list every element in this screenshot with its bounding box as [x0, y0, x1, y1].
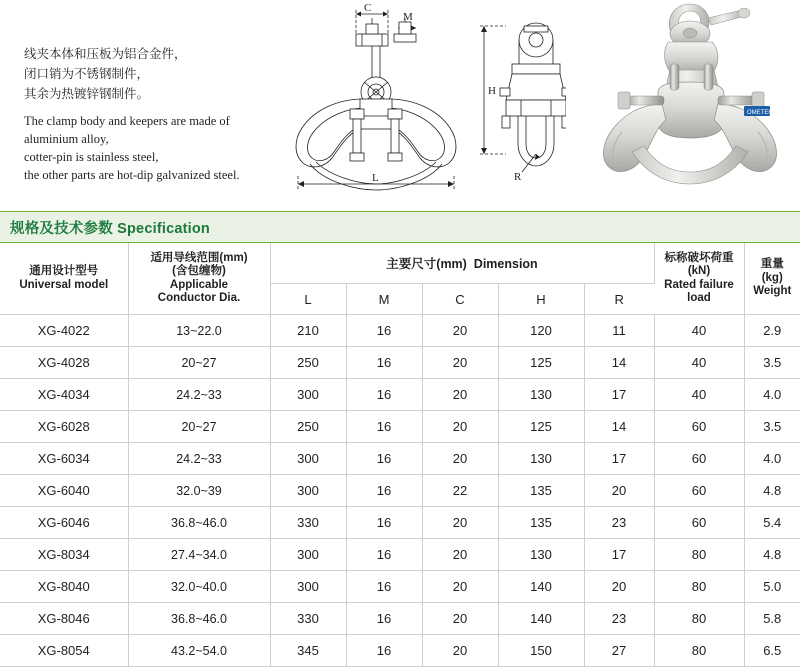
cell-m: 16: [346, 379, 422, 411]
cell-weight: 5.4: [744, 507, 800, 539]
cell-c: 20: [422, 379, 498, 411]
cell-h: 150: [498, 635, 584, 667]
note-en-line-4: the other parts are hot-dip galvanized steel.: [24, 168, 240, 182]
header-dim-h: H: [498, 284, 584, 315]
cell-load: 60: [654, 507, 744, 539]
cell-weight: 5.0: [744, 571, 800, 603]
cell-l: 250: [270, 347, 346, 379]
cell-h: 135: [498, 507, 584, 539]
cell-m: 16: [346, 443, 422, 475]
cell-c: 20: [422, 411, 498, 443]
material-notes: [24, 44, 274, 184]
cell-weight: 5.8: [744, 603, 800, 635]
cell-l: 300: [270, 475, 346, 507]
label-c: C: [364, 4, 372, 14]
table-row: [0, 411, 800, 443]
cell-conductor: 43.2~54.0: [128, 635, 270, 667]
cell-r: 20: [584, 571, 654, 603]
table-row: [0, 443, 800, 475]
cell-h: 120: [498, 315, 584, 347]
cell-weight: 4.0: [744, 379, 800, 411]
cell-load: 40: [654, 379, 744, 411]
cell-conductor: 32.0~39: [128, 475, 270, 507]
cell-model: XG-8034: [0, 539, 128, 571]
cell-m: 16: [346, 507, 422, 539]
note-en-line-2: aluminium alloy,: [24, 132, 109, 146]
note-en-line-1: The clamp body and keepers are made of: [24, 114, 230, 128]
cell-l: 300: [270, 571, 346, 603]
cell-r: 20: [584, 475, 654, 507]
cell-l: 330: [270, 603, 346, 635]
table-row: [0, 315, 800, 347]
cell-weight: 3.5: [744, 411, 800, 443]
specification-title: 规格及技术参数 Specification: [10, 221, 210, 237]
cell-load: 80: [654, 635, 744, 667]
cell-r: 11: [584, 315, 654, 347]
cell-l: 345: [270, 635, 346, 667]
cell-model: XG-8040: [0, 571, 128, 603]
cell-r: 17: [584, 379, 654, 411]
header-model: 通用设计型号 Universal model: [0, 243, 128, 315]
table-row: [0, 635, 800, 667]
note-en-line-3: cotter-pin is stainless steel,: [24, 150, 159, 164]
cell-r: 27: [584, 635, 654, 667]
cell-c: 20: [422, 635, 498, 667]
header-dim-l: L: [270, 284, 346, 315]
front-view-drawing: [276, 4, 476, 194]
cell-load: 40: [654, 347, 744, 379]
cell-m: 16: [346, 315, 422, 347]
cell-model: XG-6046: [0, 507, 128, 539]
cell-conductor: 13~22.0: [128, 315, 270, 347]
label-h: H: [488, 85, 496, 97]
cell-h: 125: [498, 411, 584, 443]
cell-load: 60: [654, 475, 744, 507]
specification-header-bar: [0, 211, 800, 243]
note-cn-line-2: 闭口销为不锈钢制件，: [24, 67, 150, 81]
cell-c: 22: [422, 475, 498, 507]
cell-weight: 4.8: [744, 539, 800, 571]
header-dimension-group: 主要尺寸(mm) Dimension: [270, 243, 654, 284]
cell-conductor: 20~27: [128, 411, 270, 443]
cell-c: 20: [422, 603, 498, 635]
cell-c: 20: [422, 347, 498, 379]
cell-h: 130: [498, 443, 584, 475]
header-weight: 重量 (kg) Weight: [744, 243, 800, 315]
header-dim-r: R: [584, 284, 654, 315]
cell-r: 23: [584, 603, 654, 635]
cell-m: 16: [346, 347, 422, 379]
photo-brand-label: OMETER: [747, 110, 773, 116]
cell-c: 20: [422, 571, 498, 603]
cell-weight: 2.9: [744, 315, 800, 347]
cell-l: 250: [270, 411, 346, 443]
cell-r: 17: [584, 539, 654, 571]
table-row: [0, 379, 800, 411]
cell-weight: 4.0: [744, 443, 800, 475]
cell-m: 16: [346, 475, 422, 507]
cell-model: XG-4034: [0, 379, 128, 411]
note-cn-line-1: 线夹本体和压板为铝合金件，: [24, 47, 187, 61]
cell-model: XG-4028: [0, 347, 128, 379]
cell-r: 17: [584, 443, 654, 475]
table-row: [0, 507, 800, 539]
cell-load: 60: [654, 411, 744, 443]
cell-h: 125: [498, 347, 584, 379]
header-dim-c: C: [422, 284, 498, 315]
specification-table: [0, 243, 800, 667]
cell-model: XG-8046: [0, 603, 128, 635]
cell-load: 80: [654, 539, 744, 571]
cell-h: 140: [498, 571, 584, 603]
header-dim-m: M: [346, 284, 422, 315]
cell-r: 23: [584, 507, 654, 539]
table-row: [0, 603, 800, 635]
cell-load: 40: [654, 315, 744, 347]
cell-r: 14: [584, 347, 654, 379]
cell-m: 16: [346, 411, 422, 443]
cell-c: 20: [422, 443, 498, 475]
cell-h: 140: [498, 603, 584, 635]
cell-h: 130: [498, 539, 584, 571]
cell-c: 20: [422, 539, 498, 571]
product-photo: [566, 0, 800, 195]
cell-model: XG-6034: [0, 443, 128, 475]
cell-r: 14: [584, 411, 654, 443]
cell-weight: 4.8: [744, 475, 800, 507]
cell-conductor: 24.2~33: [128, 379, 270, 411]
cell-conductor: 36.8~46.0: [128, 507, 270, 539]
cell-l: 300: [270, 379, 346, 411]
note-cn-line-3: 其余为热镀锌钢制件。: [24, 87, 150, 101]
cell-m: 16: [346, 635, 422, 667]
cell-weight: 6.5: [744, 635, 800, 667]
cell-h: 130: [498, 379, 584, 411]
label-l: L: [372, 172, 379, 184]
table-row: [0, 571, 800, 603]
cell-load: 80: [654, 603, 744, 635]
cell-m: 16: [346, 603, 422, 635]
cell-model: XG-8054: [0, 635, 128, 667]
cell-l: 330: [270, 507, 346, 539]
cell-conductor: 27.4~34.0: [128, 539, 270, 571]
cell-l: 210: [270, 315, 346, 347]
cell-m: 16: [346, 571, 422, 603]
cell-conductor: 24.2~33: [128, 443, 270, 475]
cell-load: 80: [654, 571, 744, 603]
label-m: M: [403, 11, 413, 23]
cell-c: 20: [422, 315, 498, 347]
header-conductor: 适用导线范围(mm) (含包缠物) Applicable Conductor Dia.: [128, 243, 270, 315]
cell-c: 20: [422, 507, 498, 539]
cell-load: 60: [654, 443, 744, 475]
table-row: [0, 475, 800, 507]
product-illustration-section: [0, 0, 800, 205]
cell-conductor: 32.0~40.0: [128, 571, 270, 603]
cell-m: 16: [346, 539, 422, 571]
cell-conductor: 20~27: [128, 347, 270, 379]
cell-weight: 3.5: [744, 347, 800, 379]
label-r: R: [514, 171, 522, 183]
table-row: [0, 539, 800, 571]
header-rated-failure-load: 标称破坏荷重 (kN) Rated failure load: [654, 243, 744, 315]
cell-model: XG-6028: [0, 411, 128, 443]
table-row: [0, 347, 800, 379]
cell-conductor: 36.8~46.0: [128, 603, 270, 635]
cell-h: 135: [498, 475, 584, 507]
cell-model: XG-4022: [0, 315, 128, 347]
cell-model: XG-6040: [0, 475, 128, 507]
cell-l: 300: [270, 539, 346, 571]
cell-l: 300: [270, 443, 346, 475]
